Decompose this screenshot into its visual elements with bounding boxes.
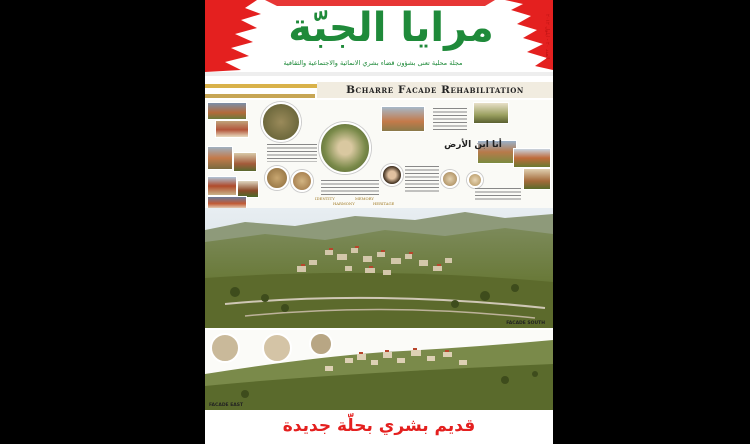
circle-detail-1 — [441, 170, 459, 188]
photo-house-1 — [207, 102, 247, 120]
value-memory: MEMORY — [355, 196, 374, 201]
collage-text-5 — [433, 108, 467, 130]
magazine-cover — [205, 0, 553, 444]
collage-text-1 — [267, 144, 317, 162]
circle-detail-2 — [467, 172, 483, 188]
project-collage — [205, 100, 553, 212]
magazine-title: مرايا الجبّة — [288, 5, 494, 51]
collage-text-2 — [321, 180, 379, 196]
issue-info: العدد ٢٠ - أيلول ٢٠١٢ — [544, 14, 550, 60]
collage-text-4 — [475, 188, 521, 202]
circle-valley — [261, 102, 301, 142]
panorama-east — [205, 330, 553, 410]
cover-headline: قديم بشري بحلّة جديدة — [282, 416, 476, 436]
photo-house-4 — [233, 152, 257, 172]
value-harmony: HARMONY — [333, 201, 355, 206]
collage-text-3 — [405, 166, 439, 192]
photo-house-2 — [215, 120, 249, 138]
arabic-quote: أنا ابن الأرض — [444, 140, 502, 150]
facade-east-label: FACADE EAST — [209, 403, 244, 408]
project-title: Bcharre Facade Rehabilitation — [317, 82, 553, 98]
photo-landscape-2 — [473, 102, 509, 124]
circle-stone-2 — [291, 170, 313, 192]
photo-landscape-1 — [381, 106, 425, 132]
circle-stone-1 — [265, 166, 289, 190]
photo-house-5 — [207, 176, 237, 196]
photo-house-3 — [207, 146, 233, 170]
masthead — [205, 0, 553, 76]
panorama-east-image — [205, 330, 553, 410]
panorama-south-image — [205, 208, 553, 328]
photo-landscape-4 — [513, 148, 551, 168]
facade-south-label: FACADE SOUTH — [506, 321, 545, 326]
circle-village — [319, 122, 371, 174]
photo-landscape-5 — [523, 168, 551, 190]
magazine-subtitle: مجلة محلية تعنى بشؤون قضاء بشري الانمائية والاجتماعية والثقافية — [283, 59, 463, 67]
panorama-south — [205, 208, 553, 328]
gold-stripe-lower — [205, 94, 315, 98]
value-heritage: HERITAGE — [373, 201, 395, 206]
circle-portrait — [381, 164, 403, 186]
bottom-section — [205, 410, 553, 444]
project-title-band — [205, 80, 553, 100]
value-identity: IDENTITY — [315, 196, 335, 201]
